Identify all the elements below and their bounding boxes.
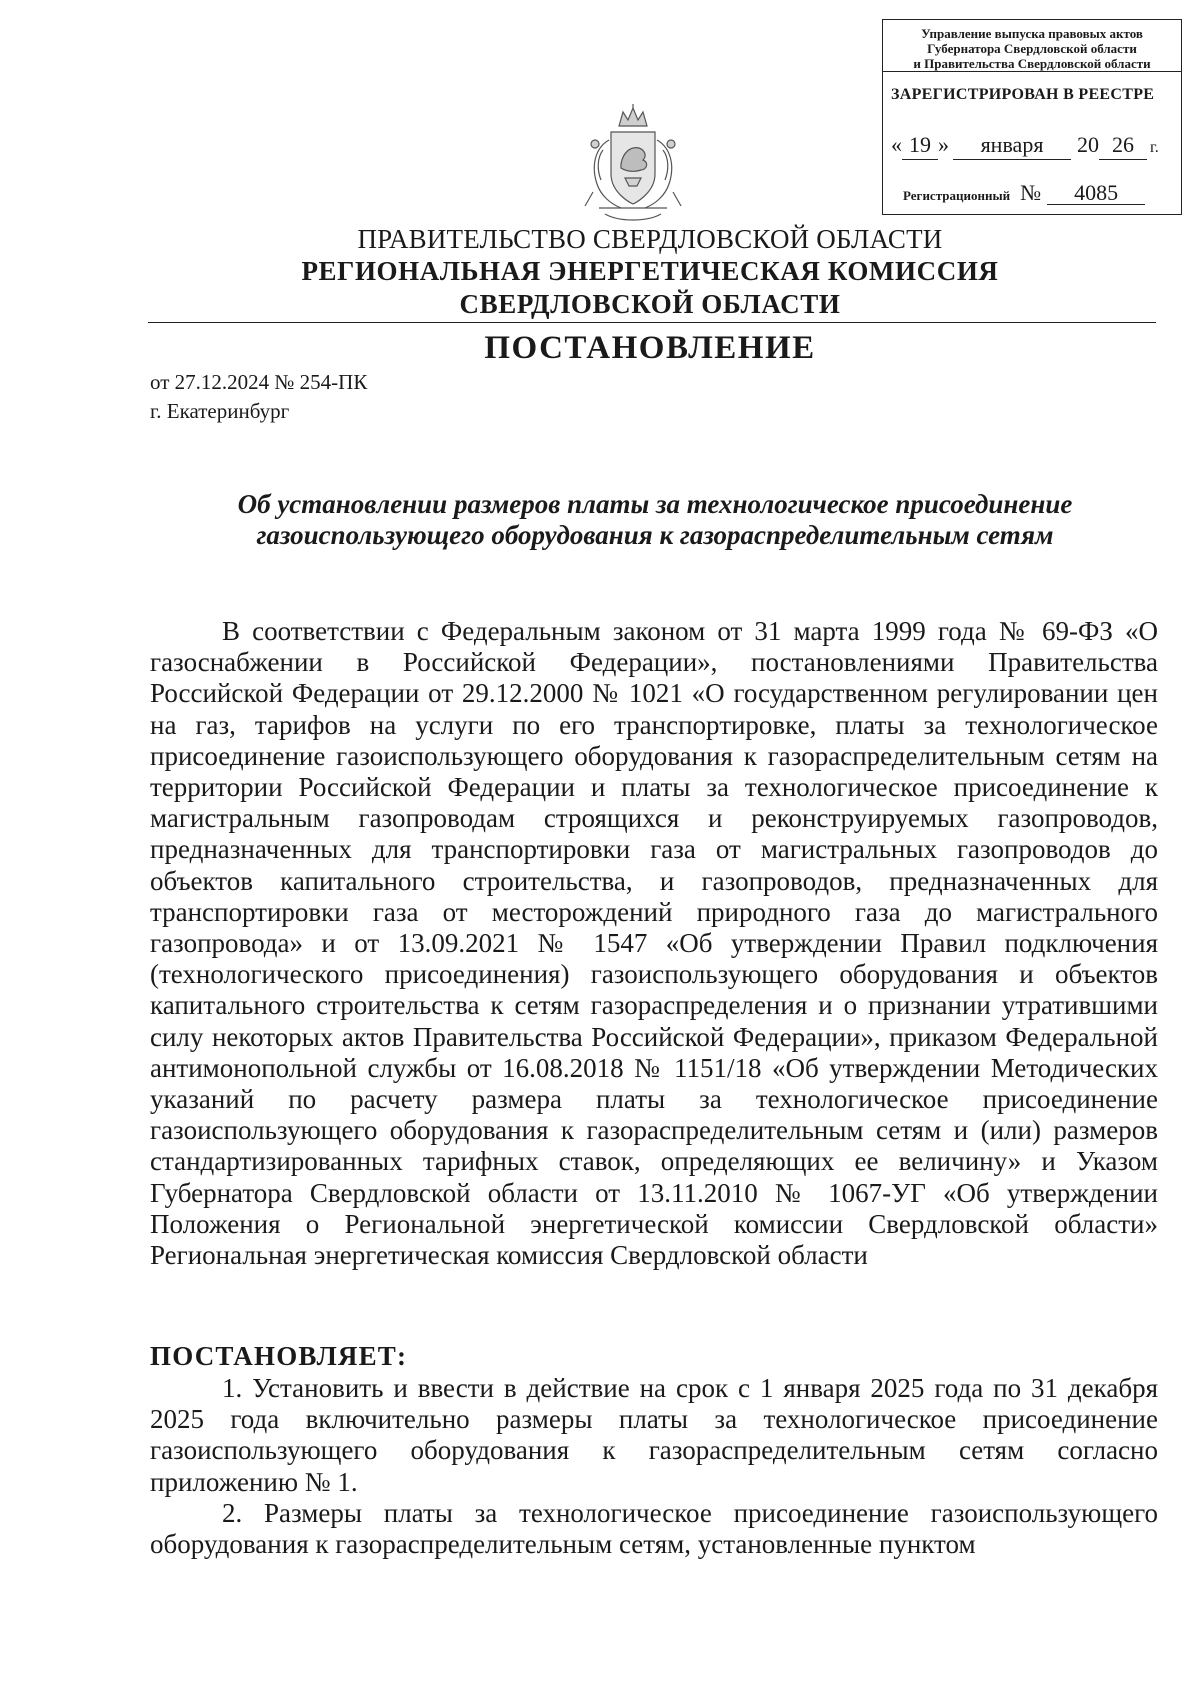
stamp-header-line: и Правительства Свердловской области (913, 56, 1151, 71)
decree-word: ПОСТАНОВЛЯЕТ: (150, 1341, 408, 1371)
document-date-number: от 27.12.2024 № 254-ПК (150, 370, 368, 394)
stamp-registration-number (903, 180, 1145, 206)
government-name: ПРАВИТЕЛЬСТВО СВЕРДЛОВСКОЙ ОБЛАСТИ (357, 224, 943, 254)
stamp-date (891, 132, 1159, 160)
stamp-number-sign: № (1020, 180, 1042, 205)
stamp-header-line: Управление выпуска правовых актов (921, 26, 1143, 41)
document-title-line: Об установлении размеров платы за технологическое присоединение (237, 489, 1073, 519)
stamp-day: 19 (902, 133, 938, 160)
decree-items (150, 1373, 1158, 1560)
stamp-registered-label: ЗАРЕГИСТРИРОВАН В РЕЕСТРЕ (891, 86, 1155, 103)
preamble-paragraph: В соответствии с Федеральным законом от 31 марта 1999 года № 69-ФЗ «О газоснабжении в Российской Федерации», постановлениями Правительства Российской Федерации от 29.12.2000 № 1021 «О государственном регулировании цен на газ, тарифов на услуги по его транспортировке, платы за технологическое присоединение газоиспользующего оборудования к газораспределительным сетям на территории Российской Федерации и платы за технологическое присоединение к магистральным газопроводам строящихся и реконструируемых газопроводов, предназначенных для транспортировки газа от магистральных газопроводов до объектов капитального строительства, и газопроводов, предназначенных для транспортировки газа от месторождений природного газа до магистрального газопровода» и от 13.09.2021 № 1547 «Об утверждении Правил подключения (технологического присоединения) газоиспользующего оборудования и объектов капитального строительства к сетям газораспределения и о признании утратившими силу некоторых актов Правительства Российской Федерации», приказом Федеральной антимонопольной службы от 16.08.2018 № 1151/18 «Об утверждении Методических указаний по расчету размера платы за технологическое присоединение газоиспользующего оборудования к газораспределительным сетям и (или) размеров стандартизированных тарифных ставок, определяющих ее величину» и Указом Губернатора Свердловской области от 13.11.2010 № 1067-УГ «Об утверждении Положения о Региональной энергетической комиссии Свердловской области» Региональная энергетическая комиссия Свердловской области (150, 616, 1158, 1271)
document-body (150, 616, 1158, 1271)
stamp-year-prefix: 20 (1077, 132, 1099, 157)
coat-of-arms-icon (581, 104, 685, 228)
stamp-reg-label: Регистрационный (903, 188, 1011, 203)
document-title (150, 489, 1160, 551)
commission-name-line2: СВЕРДЛОВСКОЙ ОБЛАСТИ (459, 289, 841, 319)
stamp-quote-close: » (938, 132, 949, 157)
document-city: г. Екатеринбург (150, 399, 290, 423)
commission-name-line1: РЕГИОНАЛЬНАЯ ЭНЕРГЕТИЧЕСКАЯ КОМИССИЯ (301, 256, 999, 286)
stamp-month: января (953, 133, 1071, 160)
stamp-quote-open: « (891, 132, 902, 157)
stamp-reg-number: 4085 (1047, 182, 1145, 205)
document-title-line: газоиспользующего оборудования к газораспределительным сетям (256, 520, 1054, 550)
decree-item-2: 2. Размеры платы за технологическое присоединение газоиспользующего оборудования к газораспределительным сетям, установленные пунктом (150, 1497, 1158, 1560)
decree-item-1: 1. Установить и ввести в действие на срок с 1 января 2025 года по 31 декабря 2025 года включительно размеры платы за технологическое присоединение газоиспользующего оборудования к газораспределительным сетям согласно приложению № 1. (150, 1373, 1158, 1497)
document-type: ПОСТАНОВЛЕНИЕ (484, 330, 816, 366)
stamp-header (883, 20, 1181, 72)
stamp-year-unit: г. (1150, 139, 1159, 156)
stamp-year-suffix: 26 (1099, 133, 1147, 160)
header-divider (148, 322, 1156, 323)
stamp-header-line: Губернатора Свердловской области (927, 41, 1137, 56)
registration-stamp (882, 19, 1182, 215)
